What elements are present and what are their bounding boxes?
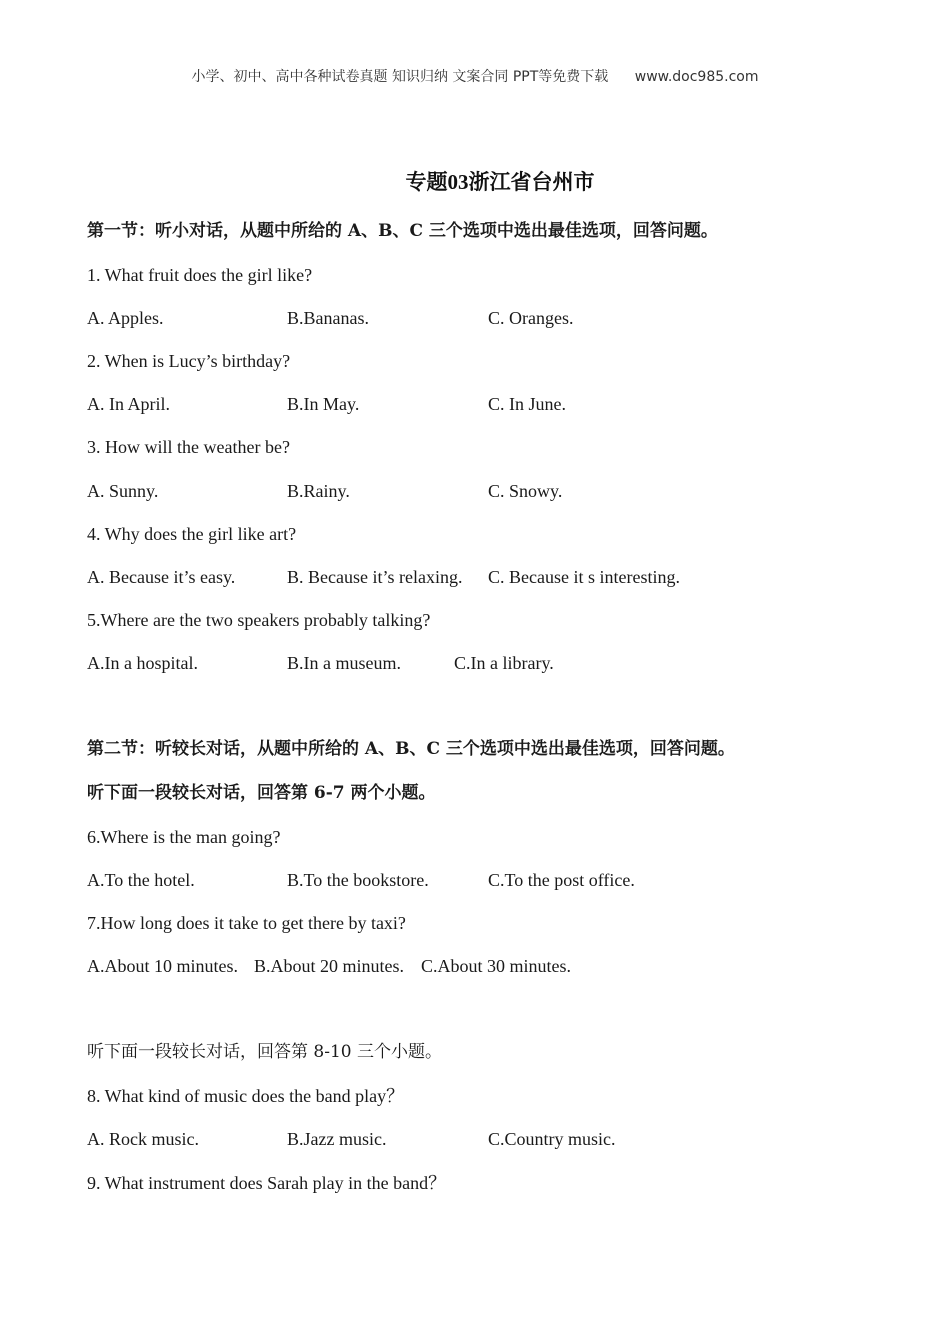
- option-6a: A.To the hotel.: [87, 870, 195, 890]
- option-8b: B.Jazz music.: [287, 1129, 387, 1149]
- option-7c: C.About 30 minutes.: [421, 956, 572, 976]
- option-2b: B.In May.: [287, 394, 360, 414]
- page-header: [0, 66, 950, 86]
- option-4a: A. Because it’s easy.: [87, 567, 236, 587]
- question-1: 1. What fruit does the girl like?: [87, 265, 313, 285]
- question-6: 6.Where is the man going?: [87, 827, 281, 847]
- section1-heading: 第一节：听小对话，从题中所给的 A、B、C 三个选项中选出最佳选项，回答问题。: [87, 221, 718, 241]
- option-8c: C.Country music.: [488, 1129, 616, 1149]
- option-1c: C. Oranges.: [488, 308, 574, 328]
- option-1a: A. Apples.: [87, 308, 164, 328]
- option-2c: C. In June.: [488, 394, 566, 414]
- header-url[interactable]: www.doc985.com: [634, 69, 759, 85]
- section2-sub2: 听下面一段较长对话，回答第 8-10 三个小题。: [87, 1042, 442, 1062]
- option-3b: B.Rainy.: [287, 481, 350, 501]
- question-8: 8. What kind of music does the band play？: [87, 1086, 405, 1106]
- option-3c: C. Snowy.: [488, 481, 563, 501]
- option-7b: B.About 20 minutes.: [254, 956, 405, 976]
- option-4b: B. Because it’s relaxing.: [287, 567, 463, 587]
- question-4: 4. Why does the girl like art?: [87, 524, 297, 544]
- option-5b: B.In a museum.: [287, 653, 401, 673]
- option-3a: A. Sunny.: [87, 481, 159, 501]
- header-text: 小学、初中、高中各种试卷真题 知识归纳 文案合同 PPT等免费下载: [191, 69, 609, 85]
- question-3: 3. How will the weather be?: [87, 437, 290, 457]
- question-2: 2. When is Lucy’s birthday?: [87, 351, 291, 371]
- question-7: 7.How long does it take to get there by taxi?: [87, 913, 406, 933]
- question-5: 5.Where are the two speakers probably talking?: [87, 610, 431, 630]
- option-4c: C. Because it s interesting.: [488, 567, 680, 587]
- option-2a: A. In April.: [87, 394, 170, 414]
- section2-heading: 第二节：听较长对话，从题中所给的 A、B、C 三个选项中选出最佳选项，回答问题。: [87, 739, 735, 759]
- option-6b: B.To the bookstore.: [287, 870, 429, 890]
- question-9: 9. What instrument does Sarah play in the band？: [87, 1173, 447, 1193]
- section2-sub1: 听下面一段较长对话，回答第 6-7 两个小题。: [87, 783, 436, 803]
- option-5a: A.In a hospital.: [87, 653, 198, 673]
- option-6c: C.To the post office.: [488, 870, 635, 890]
- document-title: 专题03浙江省台州市: [405, 170, 595, 194]
- option-1b: B.Bananas.: [287, 308, 369, 328]
- option-8a: A. Rock music.: [87, 1129, 199, 1149]
- option-7a: A.About 10 minutes.: [87, 956, 238, 976]
- option-5c: C.In a library.: [454, 653, 554, 673]
